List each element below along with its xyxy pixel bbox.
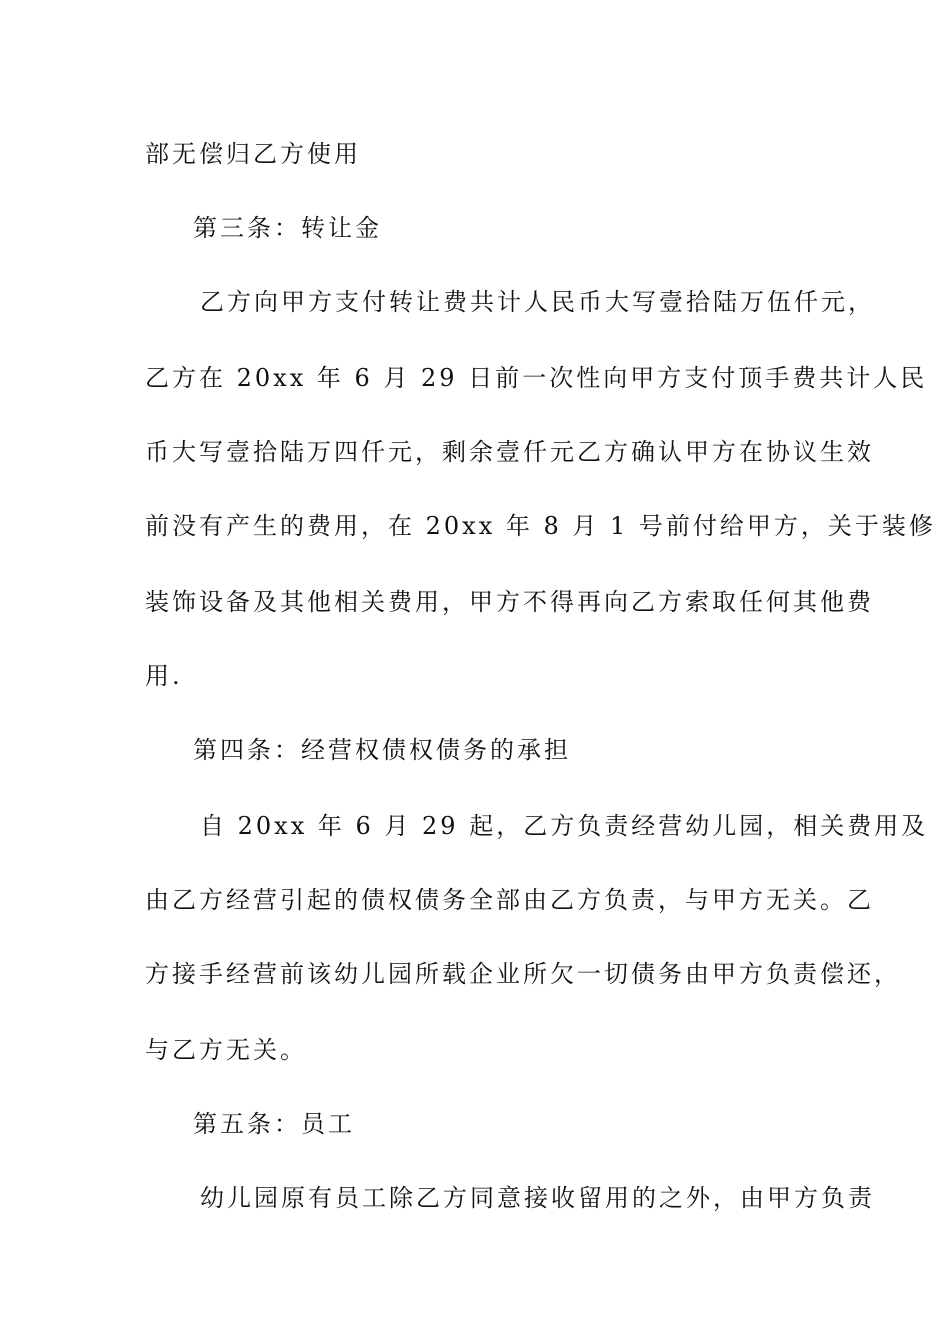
text-line: 前没有产生的费用，在 20xx 年 8 月 1 号前付给甲方，关于装修 [145, 512, 936, 540]
text-line: 乙方在 20xx 年 6 月 29 日前一次性向甲方支付顶手费共计人民 [145, 364, 928, 392]
text-line: 装饰设备及其他相关费用，甲方不得再向乙方索取任何其他费 [145, 588, 874, 616]
text-line: 部无偿归乙方使用 [145, 140, 361, 168]
text-line: 自 20xx 年 6 月 29 起，乙方负责经营幼儿园，相关费用及 [200, 812, 929, 840]
text-line: 币大写壹拾陆万四仟元，剩余壹仟元乙方确认甲方在协议生效 [145, 438, 874, 466]
text-line: 与乙方无关。 [145, 1036, 307, 1064]
text-line: 乙方向甲方支付转让费共计人民币大写壹拾陆万伍仟元， [200, 288, 875, 316]
text-line: 方接手经营前该幼儿园所载企业所欠一切债务由甲方负责偿还， [145, 960, 901, 988]
section-heading: 第四条：经营权债权债务的承担 [193, 736, 571, 764]
text-line: 用. [145, 662, 183, 690]
section-heading: 第三条：转让金 [193, 214, 382, 242]
text-line: 由乙方经营引起的债权债务全部由乙方负责，与甲方无关。乙 [145, 886, 874, 914]
text-line: 幼儿园原有员工除乙方同意接收留用的之外，由甲方负责 [200, 1184, 875, 1212]
section-heading: 第五条：员工 [193, 1110, 355, 1138]
